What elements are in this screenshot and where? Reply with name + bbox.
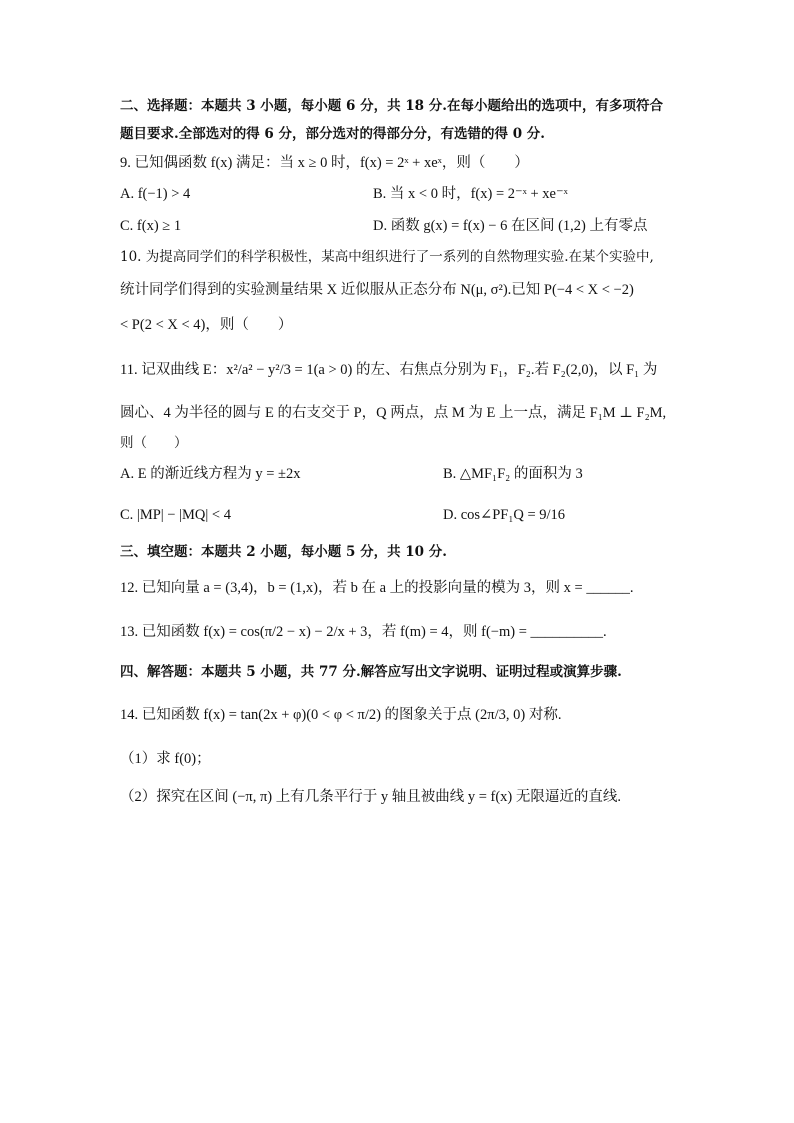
q9-option-b: B. 当 x < 0 时，f(x) = 2⁻ˣ + xe⁻ˣ [373,186,568,202]
q11-line1: 11. 记双曲线 E：x²/a² − y²/3 = 1(a > 0) 的左、右焦点分别为 F₁，F₂.若 F₂(2,0)，以 F₁ 为 [120,362,658,378]
q10-line2: 统计同学们得到的实验测量结果 X 近似服从正态分布 N(μ, σ²).已知 P(−4 < X < −2) [120,282,634,298]
section2-heading-line1: 二、选择题：本题共 3 小题，每小题 6 分，共 18 分.在每小题给出的选项中，有多项符合 [120,98,663,114]
q13-text: 13. 已知函数 f(x) = cos(π/2 − x) − 2/x + 3，若 f(m) = 4，则 f(−m) = __________. [120,624,607,640]
q9-option-d: D. 函数 g(x) = f(x) − 6 在区间 (1,2) 上有零点 [373,218,648,234]
q12-text: 12. 已知向量 a = (3,4)，b = (1,x)，若 b 在 a 上的投影向量的模为 3，则 x = ______. [120,580,634,596]
q11-line3: 则（ ） [120,435,188,451]
q10-line1: 10. 为提高同学们的科学积极性，某高中组织进行了一系列的自然物理实验.在某个实验中, [120,249,654,265]
q11-option-d: D. cos∠PF₁Q = 9/16 [443,507,566,523]
section2-heading-line2: 题目要求.全部选对的得 6 分，部分选对的得部分分，有选错的得 0 分. [120,126,545,142]
q11-option-a: A. E 的渐近线方程为 y = ±2x [120,466,301,482]
q14-part2: （2）探究在区间 (−π, π) 上有几条平行于 y 轴且被曲线 y = f(x) 无限逼近的直线. [120,789,622,805]
q10-line3: < P(2 < X < 4)，则（ ） [120,317,293,333]
q11-option-c: C. |MP| − |MQ| < 4 [120,507,231,523]
q9-option-c: C. f(x) ≥ 1 [120,218,182,234]
section3-heading: 三、填空题：本题共 2 小题，每小题 5 分，共 10 分. [120,544,447,560]
section4-heading: 四、解答题：本题共 5 小题，共 77 分.解答应写出文字说明、证明过程或演算步骤. [120,664,622,680]
q9-option-a: A. f(−1) > 4 [120,186,191,202]
q11-line2: 圆心、4 为半径的圆与 E 的右支交于 P，Q 两点，点 M 为 E 上一点，满足 F₁M ⊥ F₂M, [120,405,667,421]
q14-part1: （1）求 f(0)； [120,751,211,767]
q14-stem: 14. 已知函数 f(x) = tan(2x + φ)(0 < φ < π/2) 的图象关于点 (2π/3, 0) 对称. [120,707,562,723]
q11-option-b: B. △MF₁F₂ 的面积为 3 [443,466,583,482]
q9-stem: 9. 已知偶函数 f(x) 满足：当 x ≥ 0 时，f(x) = 2ˣ + xeˣ，则（ ） [120,155,529,171]
